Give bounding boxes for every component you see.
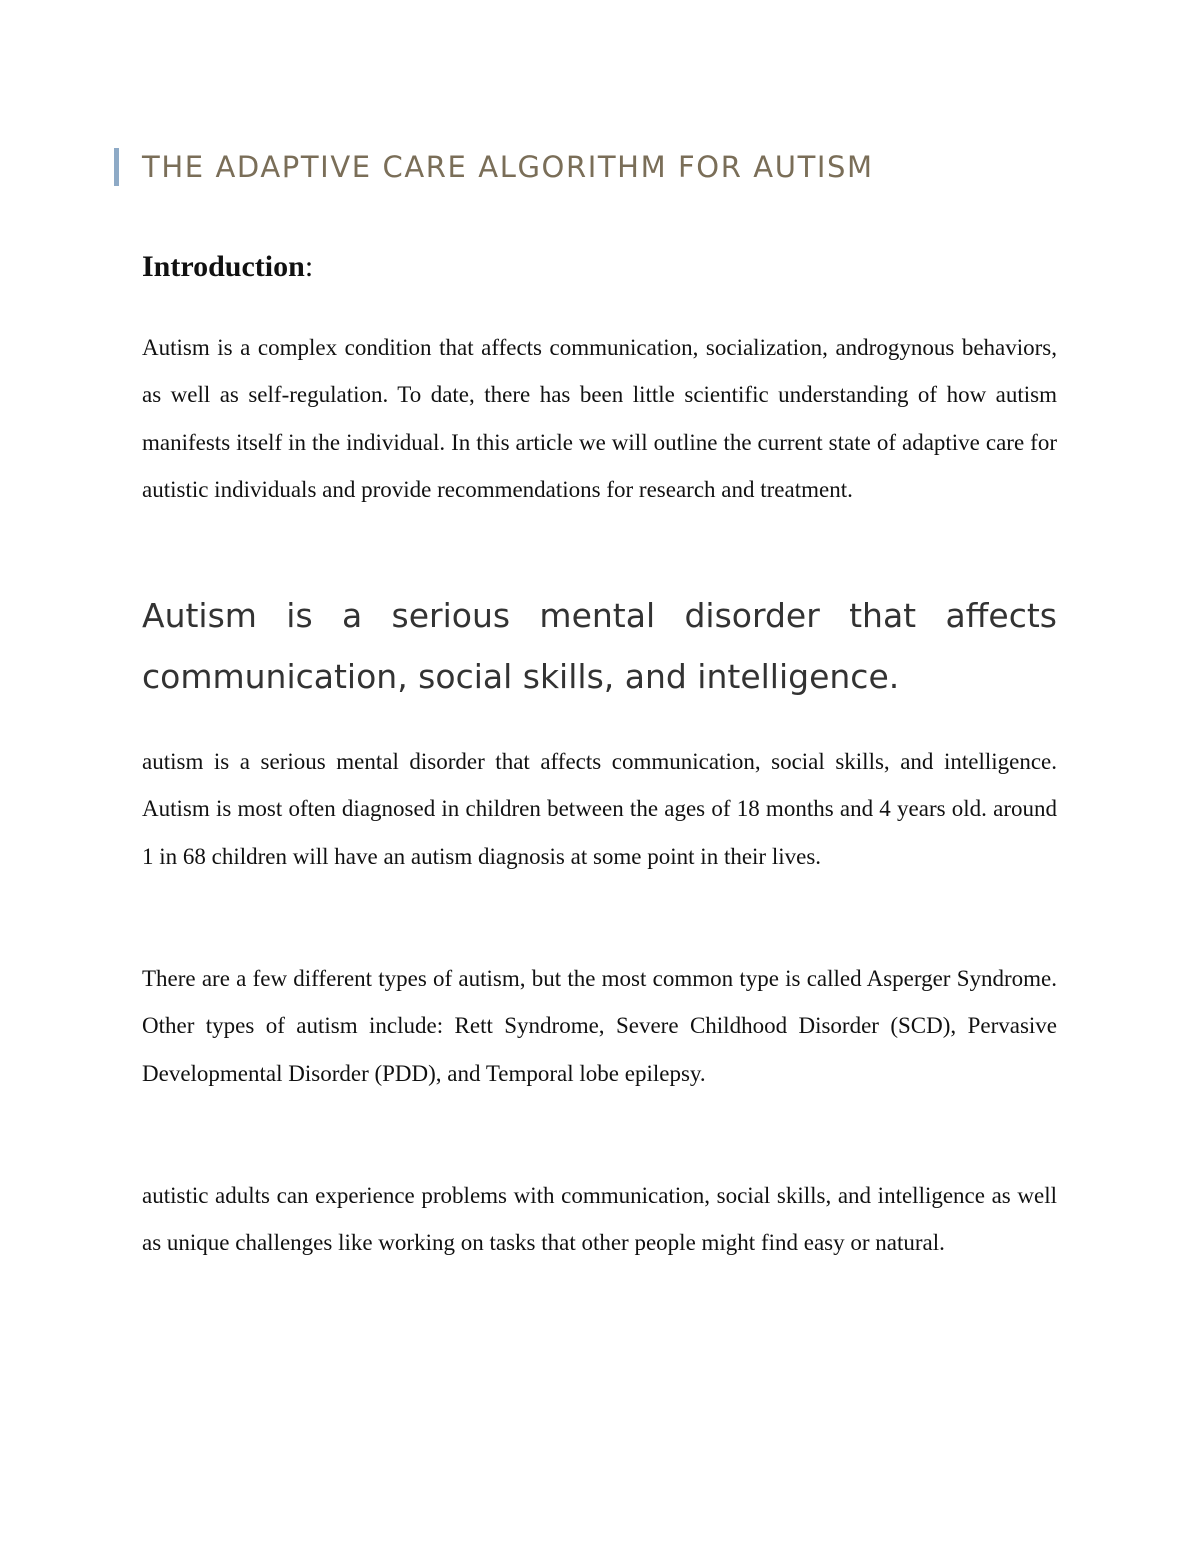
body-paragraph-1: autism is a serious mental disorder that affects communication, social skills, and intelligence. Autism is most often diagnosed in children between the ages of 18 months and 4 years old. around 1 in 68 children will have an autism diagnosis at some point in their lives.: [142, 749, 1057, 869]
section-heading: Autism is a serious mental disorder that affects communication, social skills, and intelligence.: [142, 596, 1057, 696]
document-title: THE ADAPTIVE CARE ALGORITHM FOR AUTISM: [142, 150, 874, 184]
intro-paragraph: Autism is a complex condition that affects communication, socialization, androgynous behaviors, as well as self-regulation. To date, there has been little scientific understanding of how autism manifests itself in the individual. In this article we will outline the current state of adaptive care for autistic individuals and provide recommendations for research and treatment.: [142, 335, 1057, 503]
intro-heading-colon: :: [304, 250, 314, 283]
intro-heading-label: Introduction: [142, 250, 305, 283]
title-accent-bar: [114, 148, 119, 186]
intro-heading: [142, 248, 313, 286]
body-paragraph-3: autistic adults can experience problems with communication, social skills, and intelligence as well as unique challenges like working on tasks that other people might find easy or natural.: [142, 1183, 1057, 1256]
body-paragraph-2: There are a few different types of autism, but the most common type is called Asperger Syndrome. Other types of autism include: Rett Syndrome, Severe Childhood Disorder (SCD), Pervasive Developmental Disorder (PDD), and Temporal lobe epilepsy.: [142, 966, 1057, 1086]
